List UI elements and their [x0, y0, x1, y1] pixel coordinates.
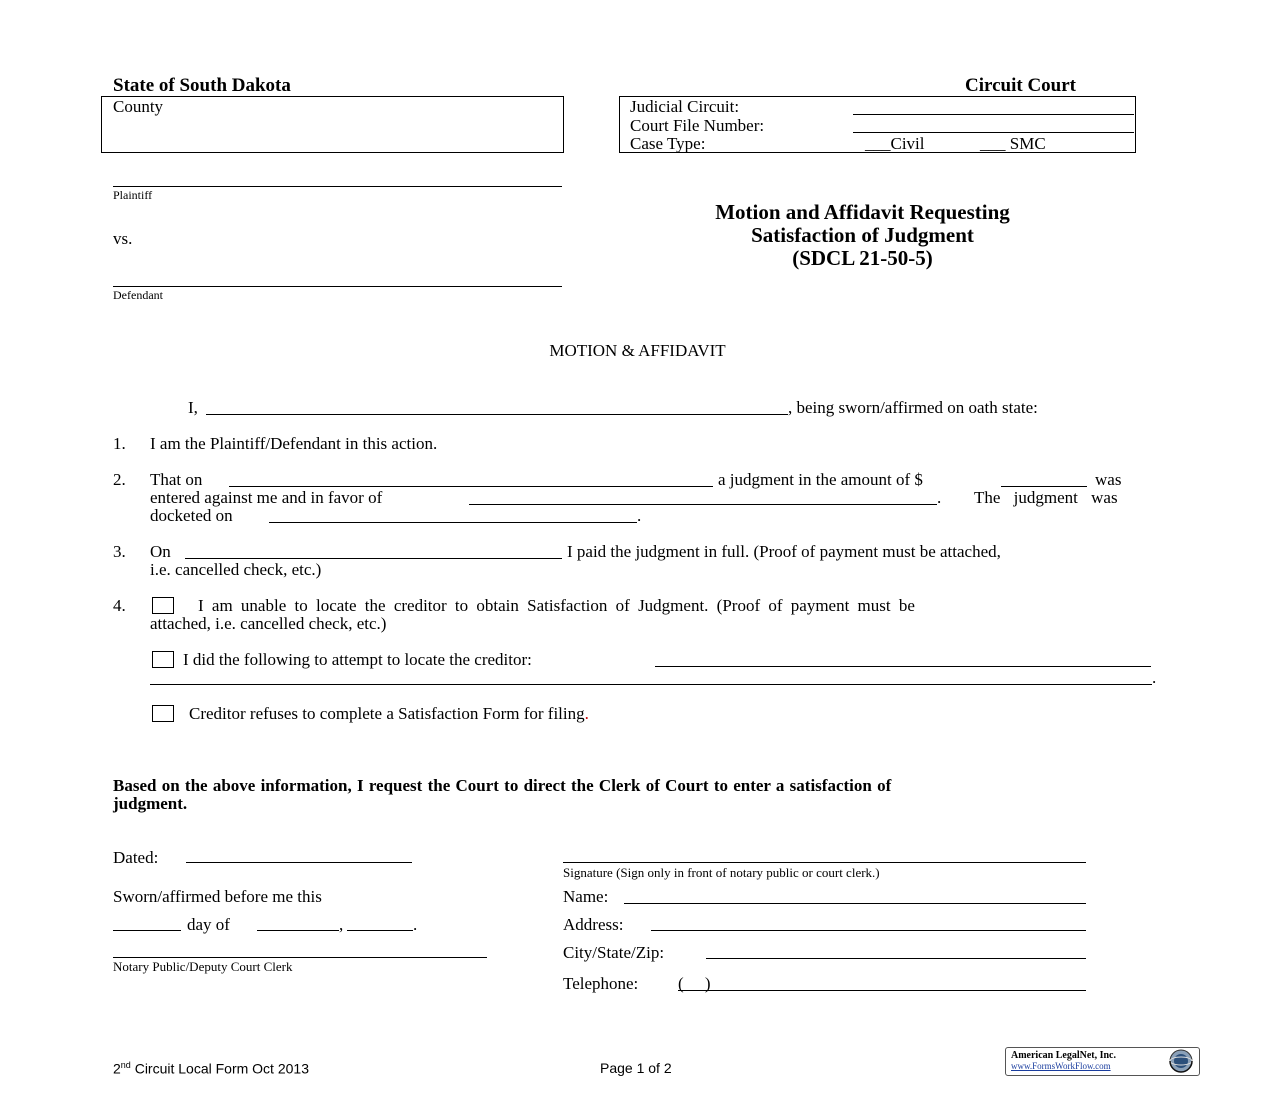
- document-title: [600, 201, 1125, 270]
- item-number-3: 3.: [113, 542, 126, 561]
- item-3-proof-text: i.e. cancelled check, etc.): [150, 560, 322, 579]
- creditor-refuses-checkbox[interactable]: [152, 705, 174, 722]
- case-type-smc[interactable]: ___ SMC: [980, 134, 1046, 153]
- telephone-field[interactable]: [678, 990, 1086, 991]
- court-file-number-label: Court File Number:: [630, 116, 765, 135]
- attempt-details-field-2[interactable]: [150, 684, 1152, 685]
- globe-logo-icon: [1163, 1048, 1197, 1074]
- creditor-refuses-label: [189, 704, 589, 724]
- docketed-date-field[interactable]: [269, 522, 637, 523]
- city-state-zip-field[interactable]: [706, 958, 1086, 959]
- address-field[interactable]: [651, 930, 1086, 931]
- item-2-was: was: [1095, 470, 1122, 489]
- dated-field[interactable]: [186, 862, 412, 863]
- form-number-suffix: nd: [120, 1060, 131, 1070]
- dated-label: Dated:: [113, 848, 159, 867]
- form-description: Circuit Local Form Oct 2013: [130, 1060, 309, 1077]
- case-type-civil[interactable]: ___Civil: [865, 134, 925, 153]
- attempt-to-locate-label: I did the following to attempt to locate the creditor:: [183, 650, 532, 669]
- item-2-docketed-on: docketed on: [150, 506, 233, 525]
- attempt-to-locate-checkbox[interactable]: [152, 651, 174, 668]
- item-2-in-favor-of: entered against me and in favor of: [150, 488, 383, 507]
- sworn-day-field[interactable]: [113, 930, 181, 931]
- title-line-2: Satisfaction of Judgment: [751, 223, 974, 247]
- city-state-zip-label: City/State/Zip:: [563, 943, 665, 962]
- unable-to-locate-checkbox[interactable]: [152, 597, 174, 614]
- creditor-refuses-period: .: [584, 704, 589, 723]
- defendant-line[interactable]: [113, 286, 562, 287]
- court-name: Circuit Court: [965, 75, 1076, 96]
- sworn-comma: ,: [339, 915, 344, 934]
- title-line-3: (SDCL 21-50-5): [792, 246, 933, 270]
- creditor-refuses-text: Creditor refuses to complete a Satisfaction Form for filing: [189, 704, 585, 723]
- brand-name: American LegalNet, Inc.: [1011, 1050, 1116, 1061]
- brand-url[interactable]: www.FormsWorkFlow.com: [1011, 1061, 1111, 1071]
- form-number: 2: [113, 1060, 121, 1077]
- name-label: Name:: [563, 887, 609, 906]
- address-label: Address:: [563, 915, 624, 934]
- judgment-amount-field[interactable]: [1001, 486, 1087, 487]
- item-1-text: I am the Plaintiff/Defendant in this action.: [150, 434, 438, 453]
- judicial-circuit-field[interactable]: [853, 114, 1134, 115]
- sworn-month-field[interactable]: [257, 930, 339, 931]
- creditor-name-field[interactable]: [469, 504, 937, 505]
- title-line-1: Motion and Affidavit Requesting: [715, 200, 1010, 224]
- item-2-amount-text: a judgment in the amount of $: [718, 470, 923, 489]
- item-number-2: 2.: [113, 470, 126, 489]
- notary-signature-field[interactable]: [113, 957, 487, 958]
- county-label: County: [113, 97, 164, 116]
- item-number-4: 4.: [113, 596, 126, 615]
- item-3-paid-text: I paid the judgment in full. (Proof of payment must be attached,: [567, 542, 1001, 561]
- attempt-details-period: .: [1152, 668, 1157, 687]
- state-name: State of South Dakota: [113, 75, 291, 96]
- notary-label: Notary Public/Deputy Court Clerk: [113, 959, 293, 974]
- versus-label: vs.: [113, 229, 133, 248]
- court-file-number-field[interactable]: [853, 132, 1134, 133]
- name-field[interactable]: [624, 903, 1086, 904]
- affiant-name-field[interactable]: [206, 414, 788, 415]
- item-2-judgment-was: The judgment was: [974, 488, 1118, 507]
- case-type-label: Case Type:: [630, 134, 706, 153]
- day-of-label: day of: [187, 915, 230, 934]
- section-heading: MOTION & AFFIDAVIT: [549, 341, 726, 360]
- item-2-end-period: .: [637, 506, 642, 525]
- item-3-on: On: [150, 542, 171, 561]
- oath-suffix: , being sworn/affirmed on oath state:: [788, 398, 1038, 417]
- request-line-1: Based on the above information, I request the Court to direct the Clerk of Court to enter a satisfaction of: [113, 776, 892, 795]
- defendant-label: Defendant: [113, 288, 163, 302]
- page-number: Page 1 of 2: [600, 1060, 672, 1076]
- oath-prefix: I,: [188, 398, 198, 417]
- form-identifier: [113, 1060, 309, 1077]
- county-box[interactable]: [101, 96, 564, 153]
- sworn-label: Sworn/affirmed before me this: [113, 887, 322, 906]
- plaintiff-line[interactable]: [113, 186, 562, 187]
- item-2-period: .: [937, 488, 942, 507]
- telephone-label: Telephone:: [563, 974, 639, 993]
- telephone-area-code: ( ): [678, 974, 711, 993]
- item-number-1: 1.: [113, 434, 126, 453]
- sworn-period: .: [413, 915, 418, 934]
- sworn-year-field[interactable]: [347, 930, 413, 931]
- payment-date-field[interactable]: [185, 558, 562, 559]
- signature-field[interactable]: [563, 862, 1086, 863]
- judgment-date-field[interactable]: [229, 486, 713, 487]
- item-4-proof-text: attached, i.e. cancelled check, etc.): [150, 614, 387, 633]
- plaintiff-label: Plaintiff: [113, 188, 153, 202]
- item-4-text: I am unable to locate the creditor to obtain Satisfaction of Judgment. (Proof of payment must be: [198, 596, 915, 615]
- judicial-circuit-label: Judicial Circuit:: [630, 97, 740, 116]
- item-2-that-on: That on: [150, 470, 203, 489]
- signature-label: Signature (Sign only in front of notary public or court clerk.): [563, 865, 880, 880]
- request-line-2: judgment.: [113, 794, 188, 813]
- attempt-details-field-1[interactable]: [655, 666, 1151, 667]
